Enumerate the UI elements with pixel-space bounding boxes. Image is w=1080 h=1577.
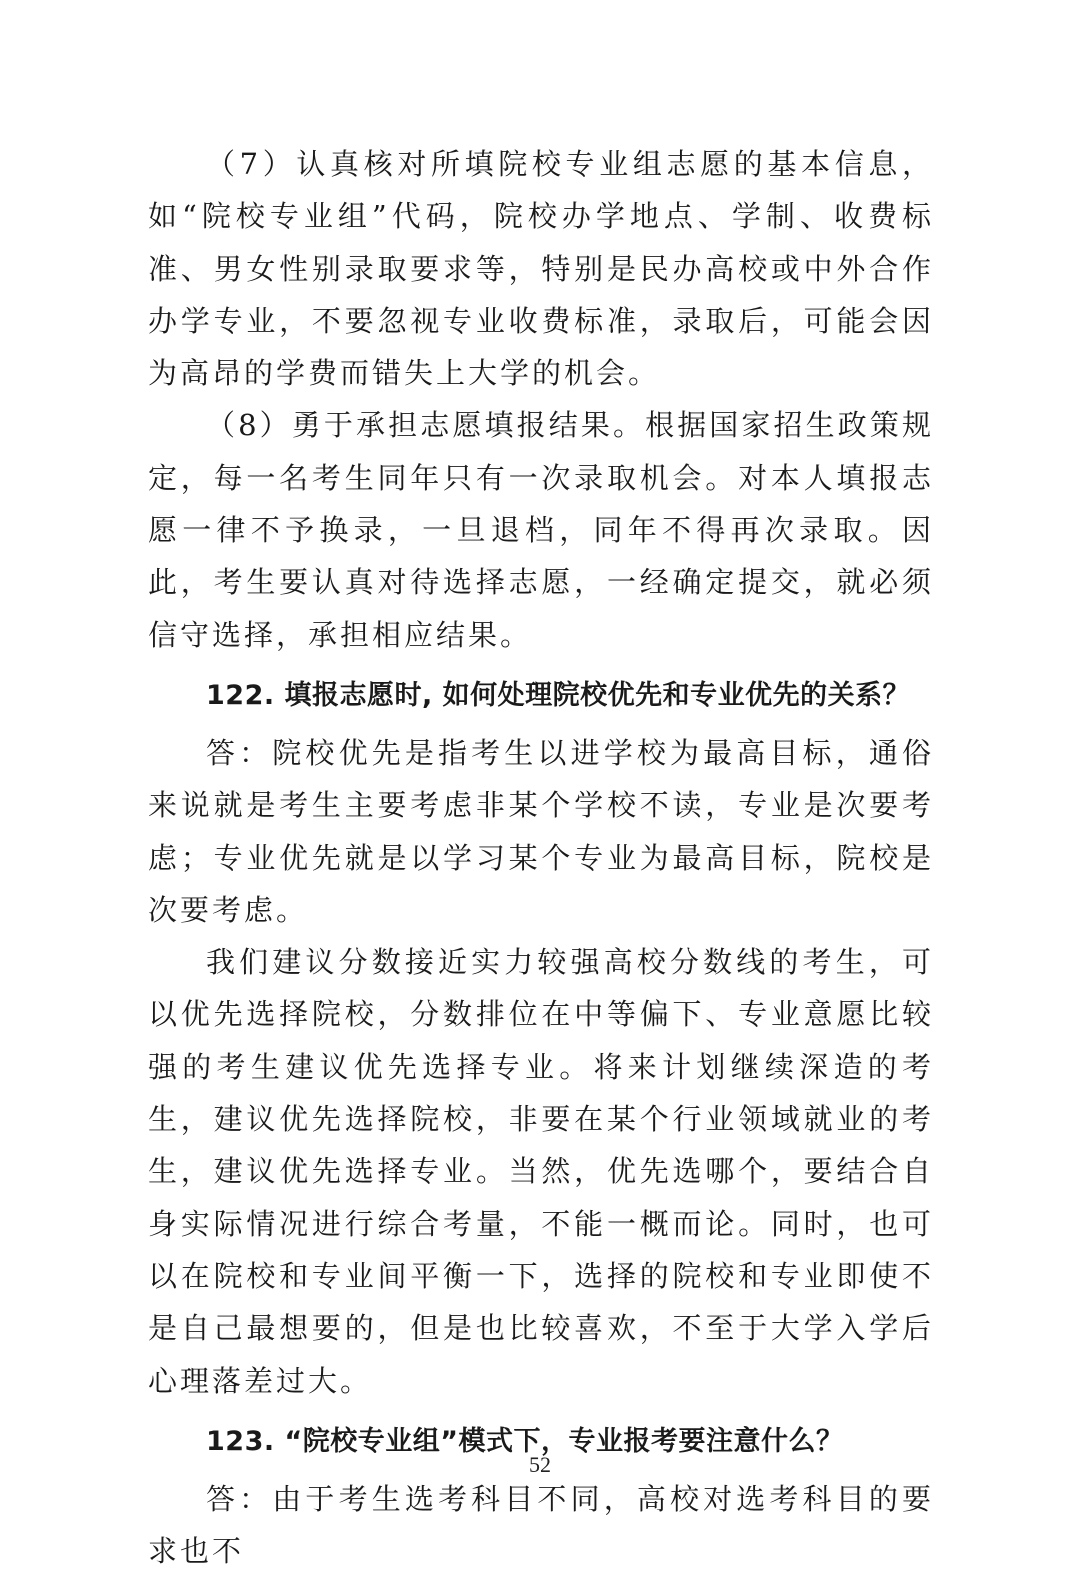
question-122-answer-1: 答：院校优先是指考生以进学校为最高目标，通俗来说就是考生主要考虑非某个学校不读，专业是次要考虑；专业优先就是以学习某个专业为最高目标，院校是次要考虑。 bbox=[148, 735, 934, 927]
question-123-answer-1: 答：由于考生选考科目不同，高校对选考科目的要求也不 bbox=[148, 1481, 934, 1569]
page-body bbox=[148, 138, 934, 1577]
question-123-heading: 123. “院校专业组”模式下，专业报考要注意什么？ bbox=[206, 1425, 844, 1457]
page-number: 52 bbox=[529, 1452, 551, 1477]
paragraph-item-7: （7）认真核对所填院校专业组志愿的基本信息，如“院校专业组”代码，院校办学地点、学制、收费标准、男女性别录取要求等，特别是民办高校或中外合作办学专业，不要忽视专业收费标准，录取后，可能会因为高昂的学费而错失上大学的机会。 bbox=[148, 147, 934, 391]
paragraph-item-8: （8）勇于承担志愿填报结果。根据国家招生政策规定，每一名考生同年只有一次录取机会。对本人填报志愿一律不予换录，一旦退档，同年不得再次录取。因此，考生要认真对待选择志愿，一经确定提交，就必须信守选择，承担相应结果。 bbox=[148, 408, 934, 652]
question-122-answer-2: 我们建议分数接近实力较强高校分数线的考生，可以优先选择院校，分数排位在中等偏下、专业意愿比较强的考生建议优先选择专业。将来计划继续深造的考生，建议优先选择院校，非要在某个行业领域就业的考生，建议优先选择专业。当然，优先选哪个，要结合自身实际情况进行综合考量，不能一概而论。同时，也可以在院校和专业间平衡一下，选择的院校和专业即使不是自己最想要的，但是也比较喜欢，不至于大学入学后心理落差过大。 bbox=[148, 945, 934, 1398]
question-122-heading: 122. 填报志愿时, 如何处理院校优先和专业优先的关系？ bbox=[206, 679, 911, 711]
